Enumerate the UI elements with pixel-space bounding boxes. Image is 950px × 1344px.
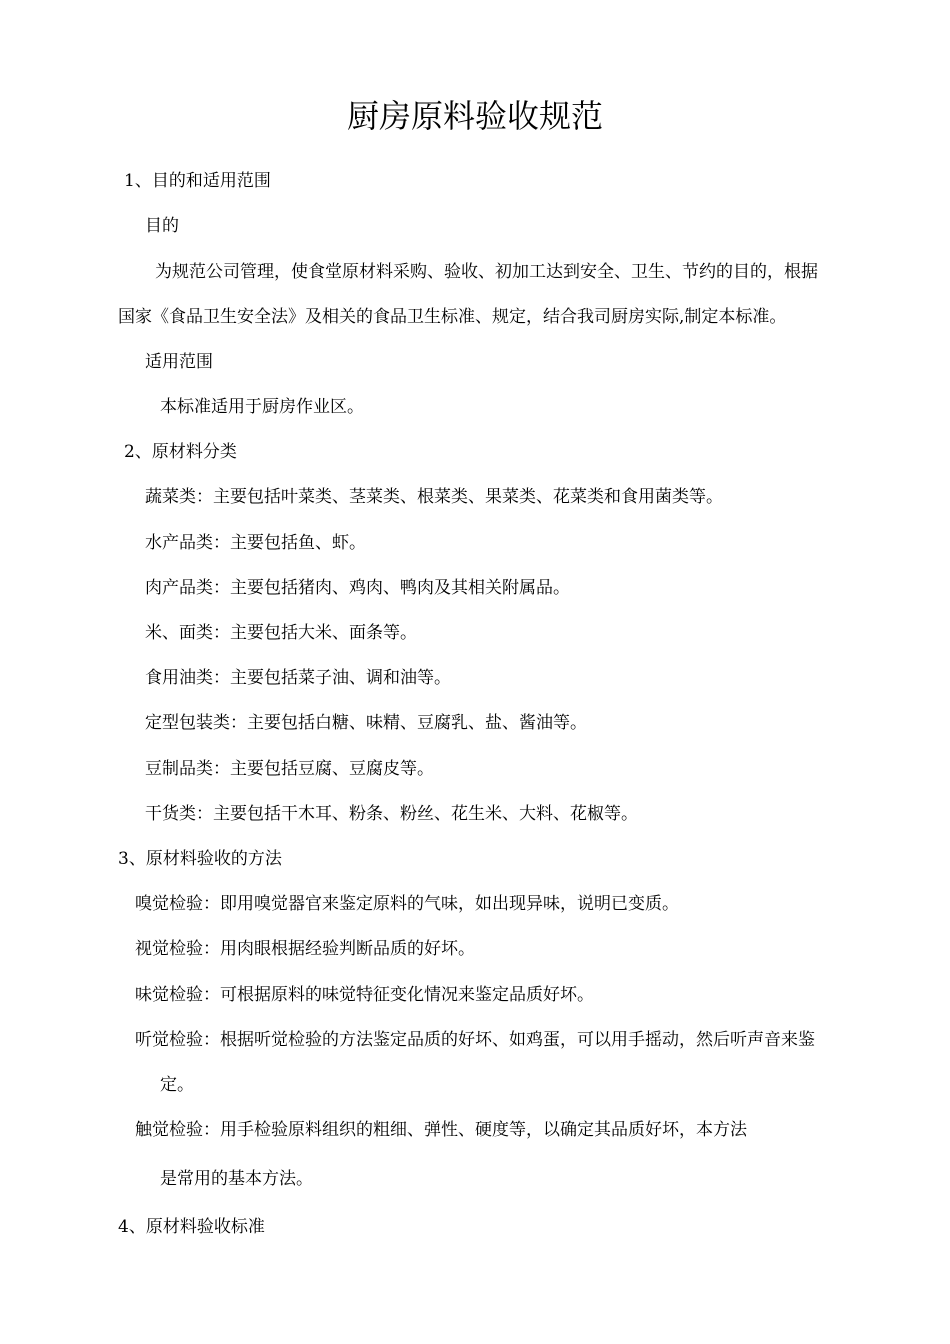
category-item: 食用油类：主要包括菜子油、调和油等。 xyxy=(145,668,451,688)
method-sight: 视觉检验：用肉眼根据经验判断品质的好坏。 xyxy=(135,939,475,959)
method-taste: 味觉检验：可根据原料的味觉特征变化情况来鉴定品质好坏。 xyxy=(135,985,594,1005)
category-item: 蔬菜类：主要包括叶菜类、茎菜类、根菜类、果菜类、花菜类和食用菌类等。 xyxy=(145,487,723,507)
method-hearing-line-2: 定。 xyxy=(160,1075,194,1095)
purpose-label: 目的 xyxy=(145,216,179,236)
scope-label: 适用范围 xyxy=(145,352,213,372)
method-touch-line-1: 触觉检验：用手检验原料组织的粗细、弹性、硬度等，以确定其品质好坏，本方法 xyxy=(135,1120,747,1140)
method-touch-line-2: 是常用的基本方法。 xyxy=(160,1169,313,1189)
category-item: 水产品类：主要包括鱼、虾。 xyxy=(145,533,366,553)
section-4-heading: 4、原材料验收标准 xyxy=(118,1217,265,1237)
method-smell: 嗅觉检验：即用嗅觉器官来鉴定原料的气味，如出现异味，说明已变质。 xyxy=(135,894,679,914)
document-title: 厨房原料验收规范 xyxy=(346,97,603,135)
category-item: 米、面类：主要包括大米、面条等。 xyxy=(145,623,417,643)
method-hearing-line-1: 听觉检验：根据听觉检验的方法鉴定品质的好坏、如鸡蛋，可以用手摇动，然后听声音来鉴 xyxy=(135,1030,815,1050)
section-2-heading: 2、原材料分类 xyxy=(124,442,237,462)
category-item: 豆制品类：主要包括豆腐、豆腐皮等。 xyxy=(145,759,434,779)
category-item: 肉产品类：主要包括猪肉、鸡肉、鸭肉及其相关附属品。 xyxy=(145,578,570,598)
section-1-heading: 1、目的和适用范围 xyxy=(124,171,271,191)
purpose-text-line-2: 国家《食品卫生安全法》及相关的食品卫生标准、规定，结合我司厨房实际,制定本标准。 xyxy=(118,307,787,327)
category-item: 干货类：主要包括干木耳、粉条、粉丝、花生米、大料、花椒等。 xyxy=(145,804,638,824)
scope-text: 本标准适用于厨房作业区。 xyxy=(160,397,364,417)
section-3-heading: 3、原材料验收的方法 xyxy=(118,849,282,869)
purpose-text-line-1: 为规范公司管理，使食堂原材料采购、验收、初加工达到安全、卫生、节约的目的，根据 xyxy=(155,262,818,282)
category-item: 定型包装类：主要包括白糖、味精、豆腐乳、盐、酱油等。 xyxy=(145,713,587,733)
